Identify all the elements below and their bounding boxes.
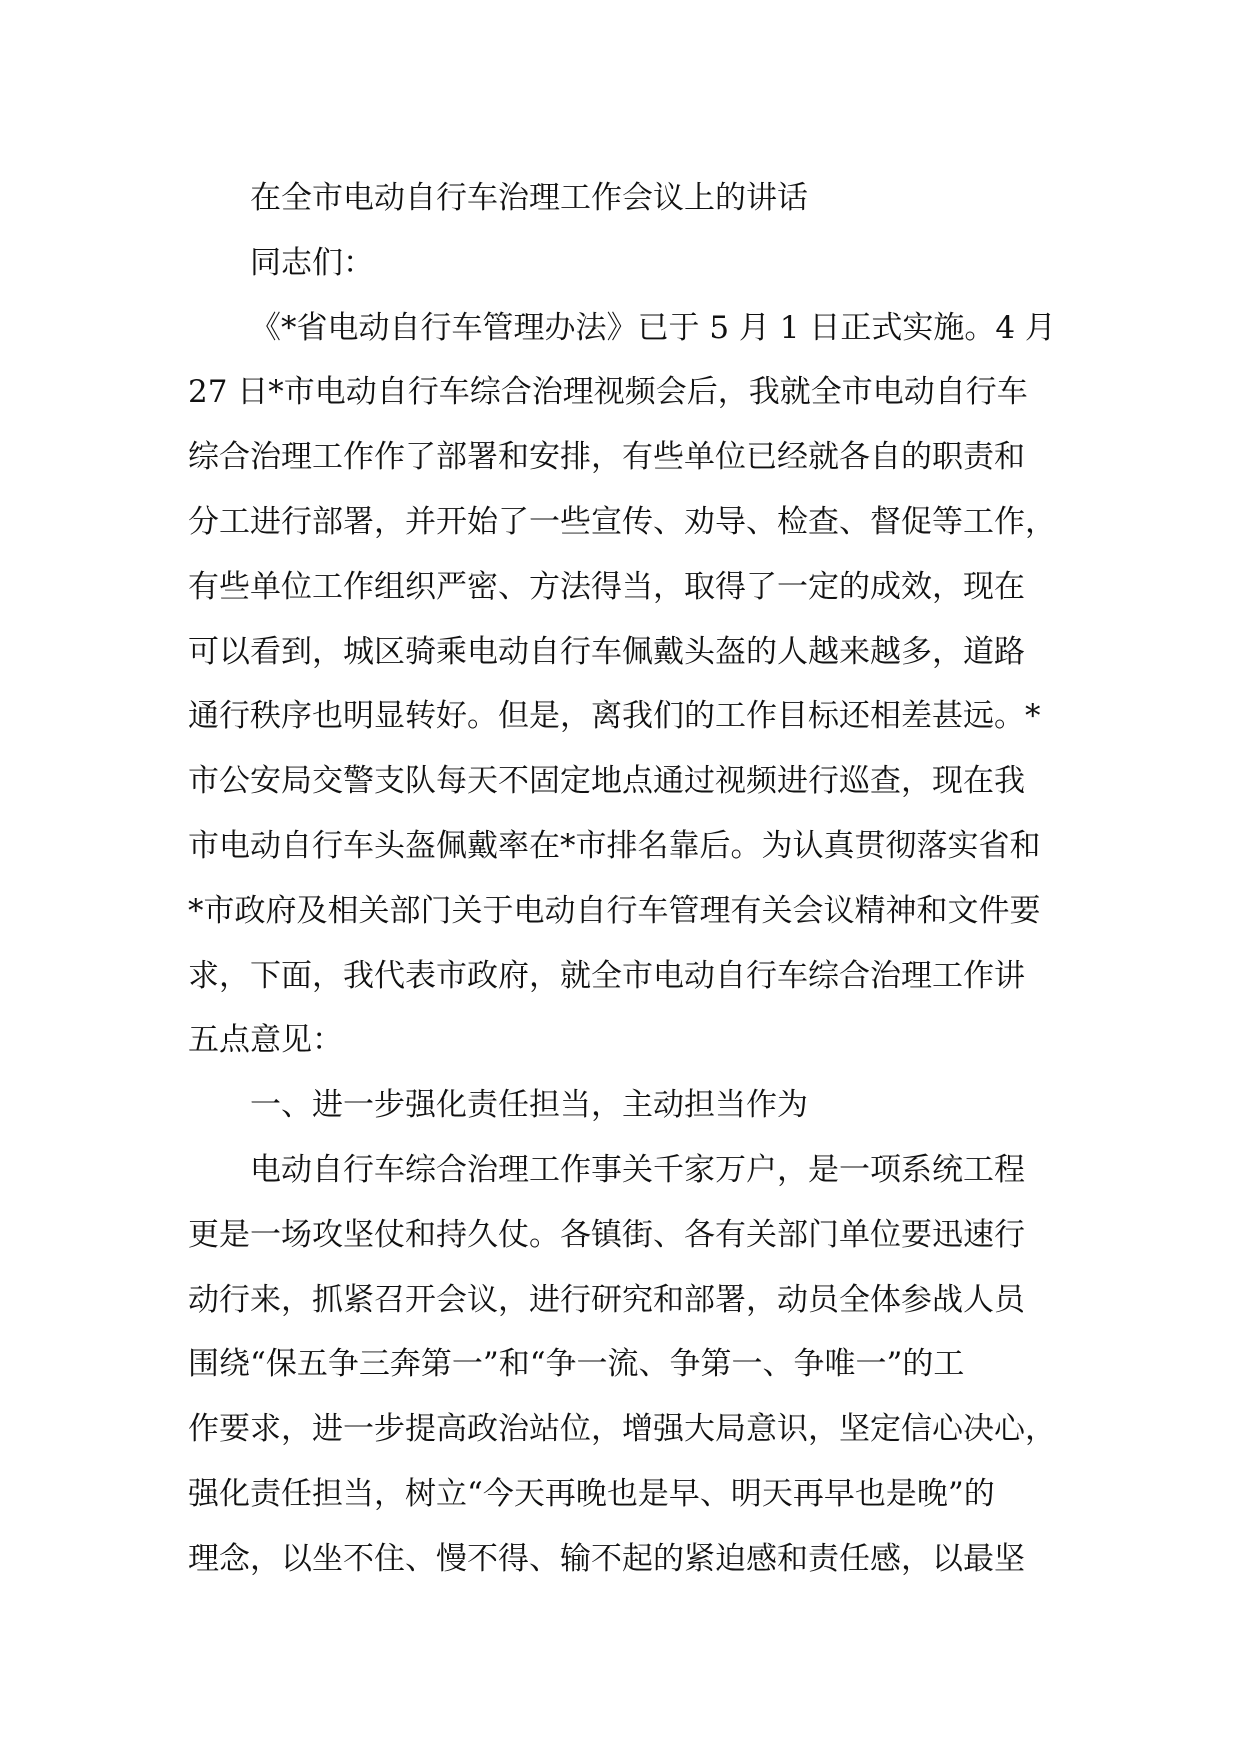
document-title: 在全市电动自行车治理工作会议上的讲话: [250, 180, 808, 216]
paragraph-line: 有些单位工作组织严密、方法得当，取得了一定的成效，现在: [188, 568, 1025, 605]
paragraph-line: 电动自行车综合治理工作事关千家万户，是一项系统工程: [250, 1151, 1025, 1188]
paragraph-line: 动行来，抓紧召开会议，进行研究和部署，动员全体参战人员: [188, 1281, 1025, 1318]
paragraph-line: 围绕“保五争三奔第一”和“争一流、争第一、争唯一”的工: [188, 1346, 965, 1383]
paragraph-line: 分工进行部署，并开始了一些宣传、劝导、检查、督促等工作，: [188, 503, 1056, 540]
paragraph-line: 市电动自行车头盔佩戴率在*市排名靠后。为认真贯彻落实省和: [188, 827, 1041, 864]
paragraph-2: [188, 1138, 1088, 1592]
salutation: 同志们：: [250, 244, 374, 281]
paragraph-line: 作要求，进一步提高政治站位，增强大局意识，坚定信心决心，: [188, 1411, 1056, 1448]
paragraph-line: 《*省电动自行车管理办法》已于 5 月 1 日正式实施。4 月: [250, 309, 1056, 346]
section-heading: 一、进一步强化责任担当，主动担当作为: [250, 1087, 808, 1124]
paragraph-line: 求，下面，我代表市政府，就全市电动自行车综合治理工作讲: [188, 957, 1025, 994]
paragraph-line: 综合治理工作作了部署和安排，有些单位已经就各自的职责和: [188, 439, 1025, 476]
paragraph-line: 可以看到，城区骑乘电动自行车佩戴头盔的人越来越多，道路: [188, 633, 1025, 670]
paragraph-line: *市政府及相关部门关于电动自行车管理有关会议精神和文件要: [188, 892, 1041, 929]
document-body: [188, 166, 1088, 1592]
paragraph-line: 强化责任担当，树立“今天再晚也是早、明天再早也是晚”的: [188, 1475, 995, 1512]
paragraph-line: 理念，以坐不住、慢不得、输不起的紧迫感和责任感，以最坚: [188, 1540, 1025, 1577]
paragraph-line: 27 日*市电动自行车综合治理视频会后，我就全市电动自行车: [188, 374, 1028, 411]
paragraph-line: 五点意见：: [188, 1022, 343, 1059]
paragraph-line: 市公安局交警支队每天不固定地点通过视频进行巡查，现在我: [188, 763, 1025, 800]
paragraph-1: [188, 296, 1088, 1074]
paragraph-line: 更是一场攻坚仗和持久仗。各镇街、各有关部门单位要迅速行: [188, 1216, 1025, 1253]
paragraph-line: 通行秩序也明显转好。但是，离我们的工作目标还相差甚远。*: [188, 698, 1041, 735]
